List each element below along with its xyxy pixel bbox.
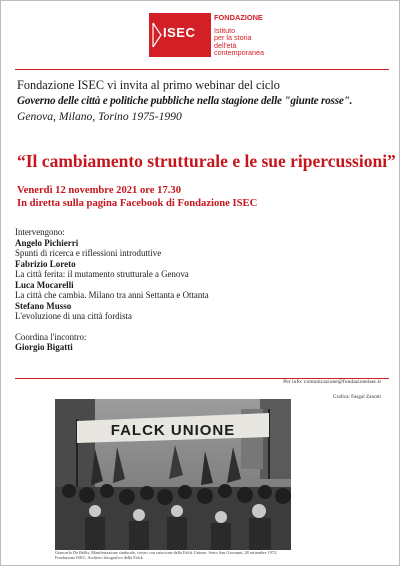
speaker-talk: La città che cambia. Milano tra anni Settanta e Ottanta [15,290,209,300]
logo-text [214,13,318,57]
logo-line: dell'età [214,40,237,50]
top-divider [15,69,389,70]
hammer-mark-icon [152,21,162,49]
speaker-name: Angelo Pichierri [15,237,79,248]
series-subtitle: Genova, Milano, Torino 1975-1990 [17,110,182,123]
speakers-list [15,227,385,353]
speaker-name: Luca Mocarelli [15,279,74,290]
logo-line: Istituto [214,25,236,35]
logo-line: contemporanea [214,48,264,58]
speaker-name: Fabrizio Loreto [15,258,76,269]
logo-wordmark: ISEC [163,25,196,40]
series-title: Governo delle città e politiche pubbliche nella stagione delle "giunte rosse". [17,95,353,107]
march-photo-image [55,399,291,550]
moderator-name: Giorgio Bigatti [15,342,73,352]
logo-line: per la storia [214,33,252,43]
photo-caption [55,550,295,560]
event-location: In diretta sulla pagina Facebook di Fondazione ISEC [17,198,258,209]
design-credit: Grafica: Fasgal Zanotti [332,394,381,400]
intro-block [17,77,387,125]
banner-text: FALCK UNIONE [110,422,236,439]
intro-invite: Fondazione ISEC vi invita al primo webinar del ciclo [17,78,280,92]
event-details [17,184,257,210]
speaker-talk: Spunti di ricerca e riflessioni introduttive [15,248,162,258]
speaker-talk: L'evoluzione di una città fordista [15,311,132,321]
caption-line: Giancarlo De Bellis, Manifestazione sindacale, corteo con striscione della Falck Unione, Sesto San Giovanni, 28 settembre 1972. [55,550,278,555]
event-date: Venerdì 12 novembre 2021 ore 17.30 [17,185,181,196]
isec-logo [149,13,318,57]
historic-photo [55,399,291,550]
logo-foundation: FONDAZIONE [214,13,263,22]
moderator-label: Coordina l'incontro: [15,331,87,342]
contact-info: Per info: comunicazione@fondazioneisec.it [283,379,381,385]
speaker-talk: La città ferita: il mutamento strutturale a Genova [15,269,189,279]
caption-line: Fondazione ISEC, Archivio fotografico della Falck [55,555,143,560]
speakers-label: Intervengono: [15,227,65,237]
speaker-name: Stefano Musso [15,300,72,311]
webinar-title: “Il cambiamento strutturale e le sue ripercussioni” [17,151,396,171]
isec-logo-mark [149,13,211,57]
